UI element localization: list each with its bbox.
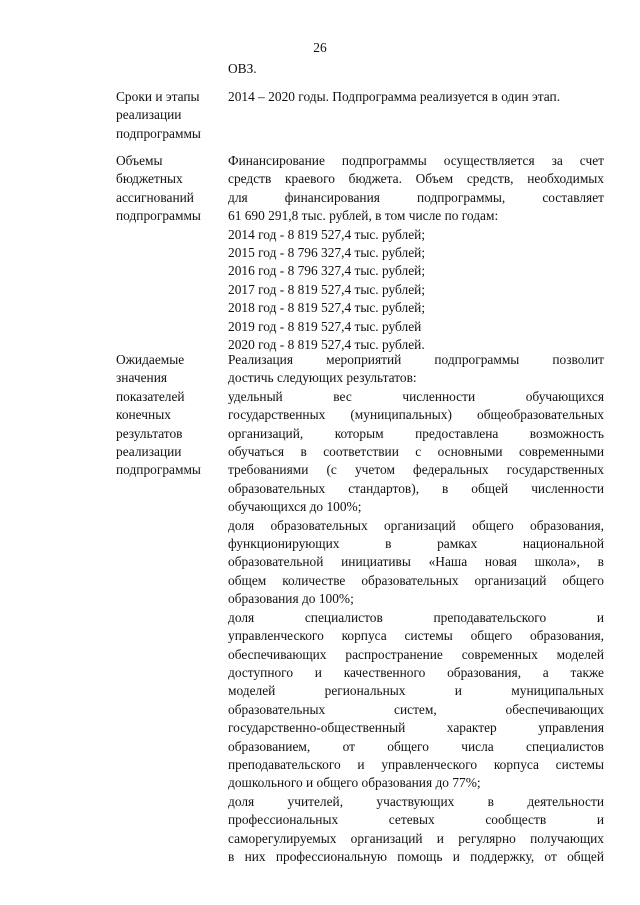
results-text-line: саморегулируемых организаций и регулярно получающих bbox=[228, 830, 604, 846]
budget-year-line: 2019 год - 8 819 527,4 тыс. рублей bbox=[228, 318, 422, 334]
label-line: ассигнований bbox=[116, 189, 194, 205]
budget-paragraph-line: средств краевого бюджета. Объем средств, необходимых bbox=[228, 171, 604, 187]
label-line: реализации bbox=[116, 107, 182, 123]
results-text-line: требованиями (с учетом федеральных государственных bbox=[228, 462, 604, 478]
budget-year-line: 2018 год - 8 819 527,4 тыс. рублей; bbox=[228, 300, 426, 316]
results-text-line: в них профессиональную помощь и поддержку, от общей bbox=[228, 848, 604, 864]
budget-paragraph-line: Финансирование подпрограммы осуществляется за счет bbox=[228, 153, 604, 168]
label-line: Сроки и этапы bbox=[116, 89, 200, 104]
budget-year-line: 2016 год - 8 796 327,4 тыс. рублей; bbox=[228, 263, 426, 279]
results-text-line: образованием, от общего числа специалистов bbox=[228, 738, 604, 754]
page-number: 26 bbox=[313, 40, 327, 55]
label-line: подпрограммы bbox=[116, 462, 201, 478]
results-text-line: управленческого корпуса системы общего образования, bbox=[228, 628, 604, 644]
results-text-line: доля учителей, участвующих в деятельности bbox=[228, 793, 604, 809]
results-text-line: общем количестве образовательных организаций общего bbox=[228, 572, 604, 588]
terms-text: 2014 – 2020 годы. Подпрограмма реализуется в один этап. bbox=[228, 89, 561, 104]
budget-year-line: 2014 год - 8 819 527,4 тыс. рублей; bbox=[228, 226, 426, 242]
results-text-line: образовательных стандартов), в общей численности bbox=[228, 480, 604, 496]
carry-over-text: ОВЗ. bbox=[228, 61, 257, 76]
results-text-line: функционирующих в рамках национальной bbox=[228, 536, 604, 552]
budget-year-line: 2017 год - 8 819 527,4 тыс. рублей; bbox=[228, 281, 426, 297]
label-line: бюджетных bbox=[116, 171, 183, 187]
results-text-line: обеспечивающих распространение современных моделей bbox=[228, 646, 604, 662]
row-terms-label bbox=[116, 88, 216, 143]
row-terms-content bbox=[228, 88, 604, 106]
row-budget-content bbox=[228, 152, 604, 354]
results-text-line: государственно-общественный характер управления bbox=[228, 720, 604, 736]
budget-year-line: 2015 год - 8 796 327,4 тыс. рублей; bbox=[228, 245, 426, 261]
results-text-line: образования до 100%; bbox=[228, 591, 354, 607]
budget-paragraph-line: 61 690 291,8 тыс. рублей, в том числе по годам: bbox=[228, 208, 499, 224]
budget-paragraph-line: для финансирования подпрограммы, составляет bbox=[228, 189, 604, 205]
label-line: показателей bbox=[116, 388, 185, 404]
row-results-content bbox=[228, 351, 604, 866]
results-text-line: дошкольного и общего образования до 77%; bbox=[228, 775, 481, 791]
results-text-line: достичь следующих результатов: bbox=[228, 370, 417, 386]
results-text-line: государственных (муниципальных) общеобразовательных bbox=[228, 407, 604, 423]
label-line: результатов bbox=[116, 425, 183, 441]
results-text-line: профессиональных сетевых сообществ и bbox=[228, 812, 604, 828]
results-text-line: организаций, которым предоставлена возможность bbox=[228, 425, 604, 441]
label-line: Ожидаемые bbox=[116, 352, 185, 367]
results-text-line: доля образовательных организаций общего образования, bbox=[228, 517, 604, 533]
results-text-line: доля специалистов преподавательского и bbox=[228, 609, 604, 625]
row-results-label bbox=[116, 351, 216, 480]
results-text-line: удельный вес численности обучающихся bbox=[228, 388, 604, 404]
row-budget-label bbox=[116, 152, 216, 226]
results-text-line: моделей региональных и муниципальных bbox=[228, 683, 604, 699]
results-text-line: обучаться в соответствии с основными современными bbox=[228, 444, 604, 460]
budget-year-line: 2020 год - 8 819 527,4 тыс. рублей. bbox=[228, 337, 425, 353]
label-line: подпрограммы bbox=[116, 125, 201, 141]
results-text-line: обучающихся до 100%; bbox=[228, 499, 362, 515]
results-text-line: Реализация мероприятий подпрограммы позволит bbox=[228, 352, 604, 367]
results-text-line: образовательных систем, обеспечивающих bbox=[228, 701, 604, 717]
results-text-line: доступного и качественного образования, а также bbox=[228, 664, 604, 680]
label-line: конечных bbox=[116, 407, 171, 423]
results-text-line: преподавательского и управленческого корпуса системы bbox=[228, 756, 604, 772]
label-line: реализации bbox=[116, 444, 182, 460]
label-line: Объемы bbox=[116, 153, 163, 168]
label-line: значения bbox=[116, 370, 168, 386]
label-line: подпрограммы bbox=[116, 208, 201, 224]
results-text-line: образовательной инициативы «Наша новая школа», в bbox=[228, 554, 604, 570]
